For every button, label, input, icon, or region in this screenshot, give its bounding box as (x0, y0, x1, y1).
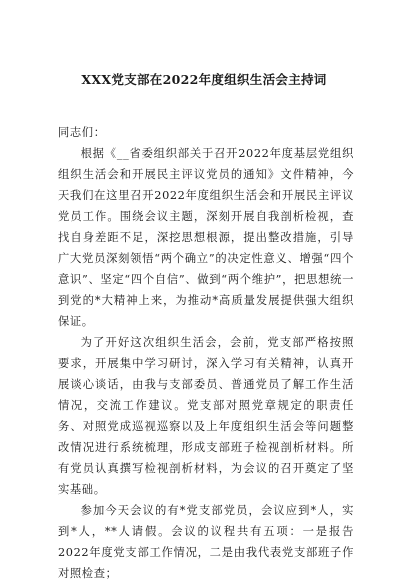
document-body (58, 122, 354, 584)
paragraph-2: 为了开好这次组织生活会，会前，党支部严格按照要求，开展集中学习研讨，深入学习有关精神，认真开展谈心谈话，由我与支部委员、普通党员了解工作生活情况，交流工作建议。党支部对照党章规定的职责任务、对照党成巡视巡察以及上年度组织生活会等问题整改情况进行系统梳理，形成支部班子检视剖析材料。所有党员认真撰写检视剖析材料，为会议的召开奠定了坚实基础。 (58, 336, 354, 496)
paragraph-1: 根据《__省委组织部关于召开2022年度基层党组织组织生活会和开展民主评议党员的通知》文件精神，今天我们在这里召开2022年度组织生活会和开展民主评议党员工作。围绕会议主题，深刻开展自我剖析检视，查找自身差距不足，深挖思想根源，提出整改措施，引导广大党员深刻领悟“两个确立”的决定性意义、增强“四个意识”、坚定“四个自信”、做到“两个维护”，把思想统一到党的*大精神上来，为推动*高质量发展提供强大组织保证。 (58, 147, 354, 328)
salutation: 同志们： (58, 126, 106, 139)
paragraph-3: 参加今天会议的有*党支部党员，会议应到*人，实到*人，**人请假。会议的议程共有五项：一是报告2022年度党支部工作情况，二是由我代表党支部班子作对照检查； (58, 504, 354, 580)
document-title: XXX党支部在2022年度组织生活会主持词 (81, 72, 327, 87)
